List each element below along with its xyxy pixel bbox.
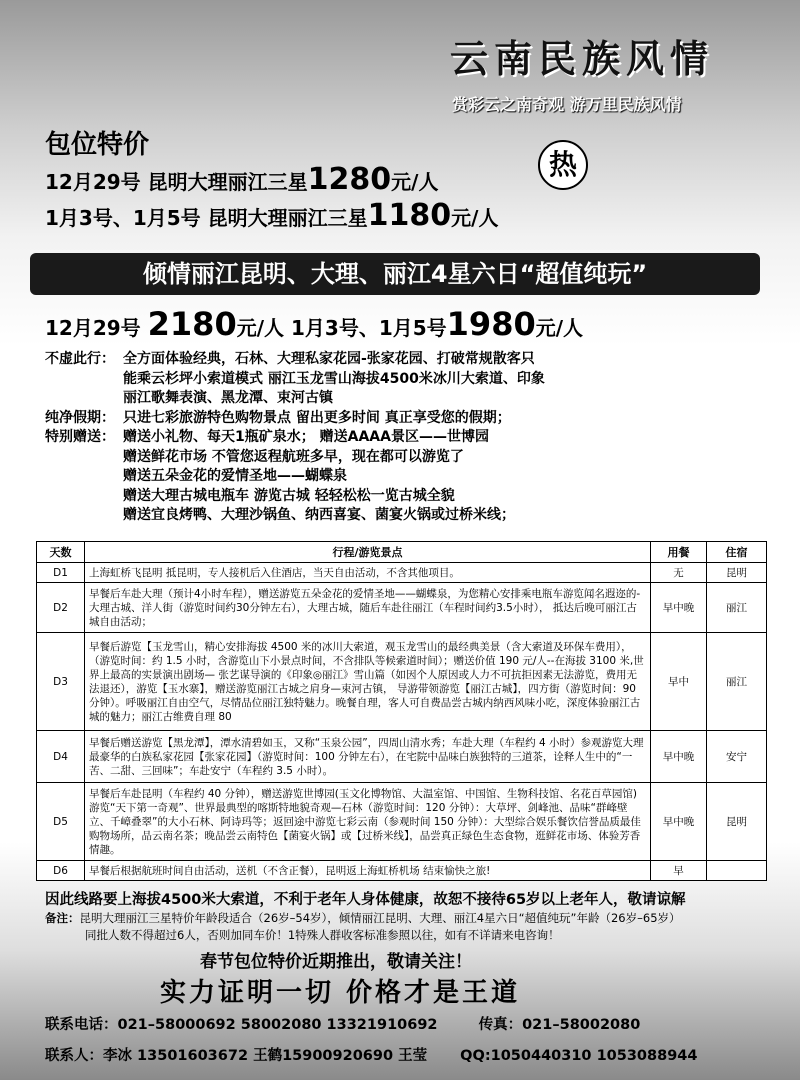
- feature-line: 赠送小礼物、每天1瓶矿泉水； 赠送AAAA景区——世博园: [123, 429, 489, 445]
- day-cell: D1: [37, 563, 85, 583]
- hot-badge: 热: [538, 140, 588, 190]
- promo-line-1-price: 1280: [307, 162, 392, 197]
- person-label: 联系人：: [45, 1048, 103, 1064]
- table-row: [37, 783, 767, 861]
- poster-title: 云南民族风情: [450, 37, 715, 81]
- age-notice: 因此线路要上海拔4500米大索道，不利于老年人身体健康，故恕不接待65岁以上老年人，敬请谅解: [45, 892, 686, 908]
- day-cell: D5: [37, 783, 85, 861]
- header-hotel: 住宿: [707, 542, 767, 563]
- promo-line-2-text: 1月3号、1月5号 昆明大理丽江三星: [45, 206, 368, 230]
- meal-cell: 早中晚: [651, 583, 707, 633]
- header-day: 天数: [37, 542, 85, 563]
- feature-line: 丽江歌舞表演、黑龙潭、束河古镇: [123, 390, 333, 406]
- fax-label: 传真：: [478, 1017, 523, 1033]
- day-cell: D6: [37, 861, 85, 881]
- feature-label: 纯净假期：: [45, 409, 115, 426]
- table-row: [37, 633, 767, 731]
- feature-line: 赠送宜良烤鸭、大理沙锅鱼、纳西喜宴、菌宴火锅或过桥米线；: [123, 507, 515, 523]
- price-unit-1: 元/人: [236, 316, 291, 340]
- feature-line: 全方面体验经典，石林、大理私家花园-张家花园、打破常规散客只: [123, 351, 535, 367]
- features-block: [45, 350, 765, 526]
- hotel-cell: 丽江: [707, 583, 767, 633]
- feature-gifts: [45, 428, 765, 526]
- price-unit-2: 元/人: [535, 316, 584, 340]
- promo-line-1-unit: 元/人: [391, 170, 439, 194]
- phone-label: 联系电话：: [45, 1017, 118, 1033]
- qq-numbers: 1050440310 1053088944: [490, 1048, 698, 1064]
- contact-person-row: [45, 1044, 697, 1065]
- spring-festival-notice: 春节包位特价近期推出，敬请关注！: [200, 952, 472, 972]
- promo-line-1: [45, 162, 438, 197]
- feature-line: 赠送五朵金花的爱情圣地——蝴蝶泉: [123, 468, 347, 484]
- hotel-cell: 丽江: [707, 633, 767, 731]
- table-row: [37, 731, 767, 783]
- schedule-cell: 上海虹桥飞昆明 抵昆明，专人接机后入住酒店，当天自由活动，不含其他项目。: [85, 563, 651, 583]
- feature-line: 赠送鲜花市场 不管您返程航班多早，现在都可以游览了: [123, 448, 464, 465]
- meal-cell: 无: [651, 563, 707, 583]
- tour-banner: 倾情丽江昆明、大理、丽江4星六日“超值纯玩”: [30, 253, 760, 295]
- promo-line-1-text: 12月29号 昆明大理丽江三星: [45, 170, 308, 194]
- hotel-cell: 安宁: [707, 731, 767, 783]
- meal-cell: 早: [651, 861, 707, 881]
- table-header-row: [37, 542, 767, 563]
- person-names: 李冰 13501603672 王鹤15900920690 王莹: [103, 1048, 428, 1064]
- feature-label: 特别赠送：: [45, 429, 115, 445]
- meal-cell: 早中晚: [651, 731, 707, 783]
- table-row: [37, 563, 767, 583]
- price-value-1: 2180: [147, 305, 237, 343]
- schedule-cell: 早餐后游览【玉龙雪山，精心安排海拔 4500 米的冰川大索道，观玉龙雪山的最经典美景（含大索道及环保车费用），（游览时间：约 1.5 小时，含游览山下小景点时间，不含排队等候索道时间）；赠送价值 190 元/人--在海拔 3100 米,世界上最高的实景演出剧场— 张艺谋导演的《印象◎丽江》雪山篇（如因个人原因或人力不可抗拒因素无法游览，费用无法退还），游览【玉水寨】，赠送游览丽江古城之肩身—束河古镇， 导游带领游览【丽江古城】，四方街（游览时间：90 分钟）。呼吸丽江自由空气，尽情品位丽江独特魅力。晚餐自理，客人可自费品尝古城内纳西风味小吃，深度体验丽江古城的魅力；丽江古维费自理 80: [85, 633, 651, 731]
- remark-line-1: 昆明大理丽江三星特价年龄段适合（26岁–54岁），倾情丽江昆明、大理、丽江4星六日“超值纯玩”年龄（26岁–65岁）: [79, 911, 681, 925]
- phone-numbers: 021–58000692 58002080 13321910692: [117, 1017, 438, 1033]
- header-schedule: 行程/游览景点: [85, 542, 651, 563]
- price-line: [45, 305, 583, 343]
- schedule-cell: 早餐后赠送游览【黑龙潭】，潭水清碧如玉，又称“玉泉公园”，四周山清水秀；车赴大理（车程约 4 小时）参观游览大理最豪华的白族私家花园【张家花园】（游览时间：100 分钟左右），在宅院中品味白族独特的三道茶，诠释人生中的“一苦、二甜、三回味”；车赴安宁（车程约 3.5 小时）。: [85, 731, 651, 783]
- poster-subtitle: 赏彩云之南奇观 游万里民族风情: [452, 95, 682, 114]
- feature-highlights: [45, 350, 765, 409]
- feature-line: 能乘云杉坪小索道模式 丽江玉龙雪山海拔4500米冰川大索道、印象: [123, 370, 545, 387]
- hotel-cell: [707, 861, 767, 881]
- day-cell: D4: [37, 731, 85, 783]
- remark-label: 备注：: [45, 911, 80, 925]
- header-meal: 用餐: [651, 542, 707, 563]
- day-cell: D3: [37, 633, 85, 731]
- schedule-cell: 早餐后车赴昆明（车程约 40 分钟），赠送游览世博园(玉文化博物馆、大温室馆、中国馆、生物科技馆、名花百草园馆)游览“天下第一奇观”、世界最典型的喀斯特地貌奇观—石林（游览时间：120 分钟）：大草坪、剑峰池、品味“群峰壁立、千嶂叠翠”的大小石林、阿诗玛等；返回途中游览七彩云南（参观时间 150 分钟）：大型综合娱乐餐饮信誉品质最佳购物场所，品云南名茶；晚品尝云南特色【菌宴火锅】或【过桥米线】，品尝真正绿色生态食物，逛鲜花市场、体验芳香情趣。: [85, 783, 651, 861]
- promo-line-2: [45, 198, 498, 233]
- price-date-2: 1月3号、1月5号: [290, 316, 447, 340]
- contact-phone-row: [45, 1013, 640, 1034]
- feature-label: 不虚此行：: [45, 351, 115, 367]
- slogan: 实力证明一切 价格才是王道: [160, 978, 521, 1008]
- day-cell: D2: [37, 583, 85, 633]
- hotel-cell: 昆明: [707, 783, 767, 861]
- feature-line: 只进七彩旅游特色购物景点 留出更多时间 真正享受您的假期；: [123, 409, 511, 426]
- price-value-2: 1980: [446, 305, 536, 343]
- promo-line-2-price: 1180: [367, 198, 452, 233]
- schedule-cell: 早餐后根据航班时间自由活动，送机（不含正餐），昆明返上海虹桥机场 结束愉快之旅!: [85, 861, 651, 881]
- table-row: [37, 861, 767, 881]
- qq-label: QQ:: [460, 1048, 491, 1064]
- feature-pure-holiday: [45, 409, 765, 429]
- promo-heading: 包位特价: [45, 130, 150, 160]
- price-date-1: 12月29号: [45, 316, 148, 340]
- schedule-cell: 早餐后车赴大理（预计4小时车程），赠送游览五朵金花的爱情圣地——蝴蝶泉，为您精心安排乘电瓶车游览闻名遐迩的-大理古城、洋人街（游览时间约30分钟左右），大理古城，随后车赴往丽江（车程时间约3.5小时）， 抵达后晚可丽江古城自由活动；: [85, 583, 651, 633]
- remark-line-2: 同批人数不得超过6人，否则加同车价！1特殊人群收客标准参照以往，如有不详请来电咨询！: [85, 928, 560, 942]
- remark-block: [45, 910, 770, 944]
- promo-line-2-unit: 元/人: [451, 206, 499, 230]
- meal-cell: 早中: [651, 633, 707, 731]
- fax-number: 021–58002080: [522, 1017, 641, 1033]
- table-row: [37, 583, 767, 633]
- hotel-cell: 昆明: [707, 563, 767, 583]
- itinerary-table: [36, 541, 767, 881]
- feature-line: 赠送大理古城电瓶车 游览古城 轻轻松松一览古城全貌: [123, 487, 455, 504]
- meal-cell: 早中晚: [651, 783, 707, 861]
